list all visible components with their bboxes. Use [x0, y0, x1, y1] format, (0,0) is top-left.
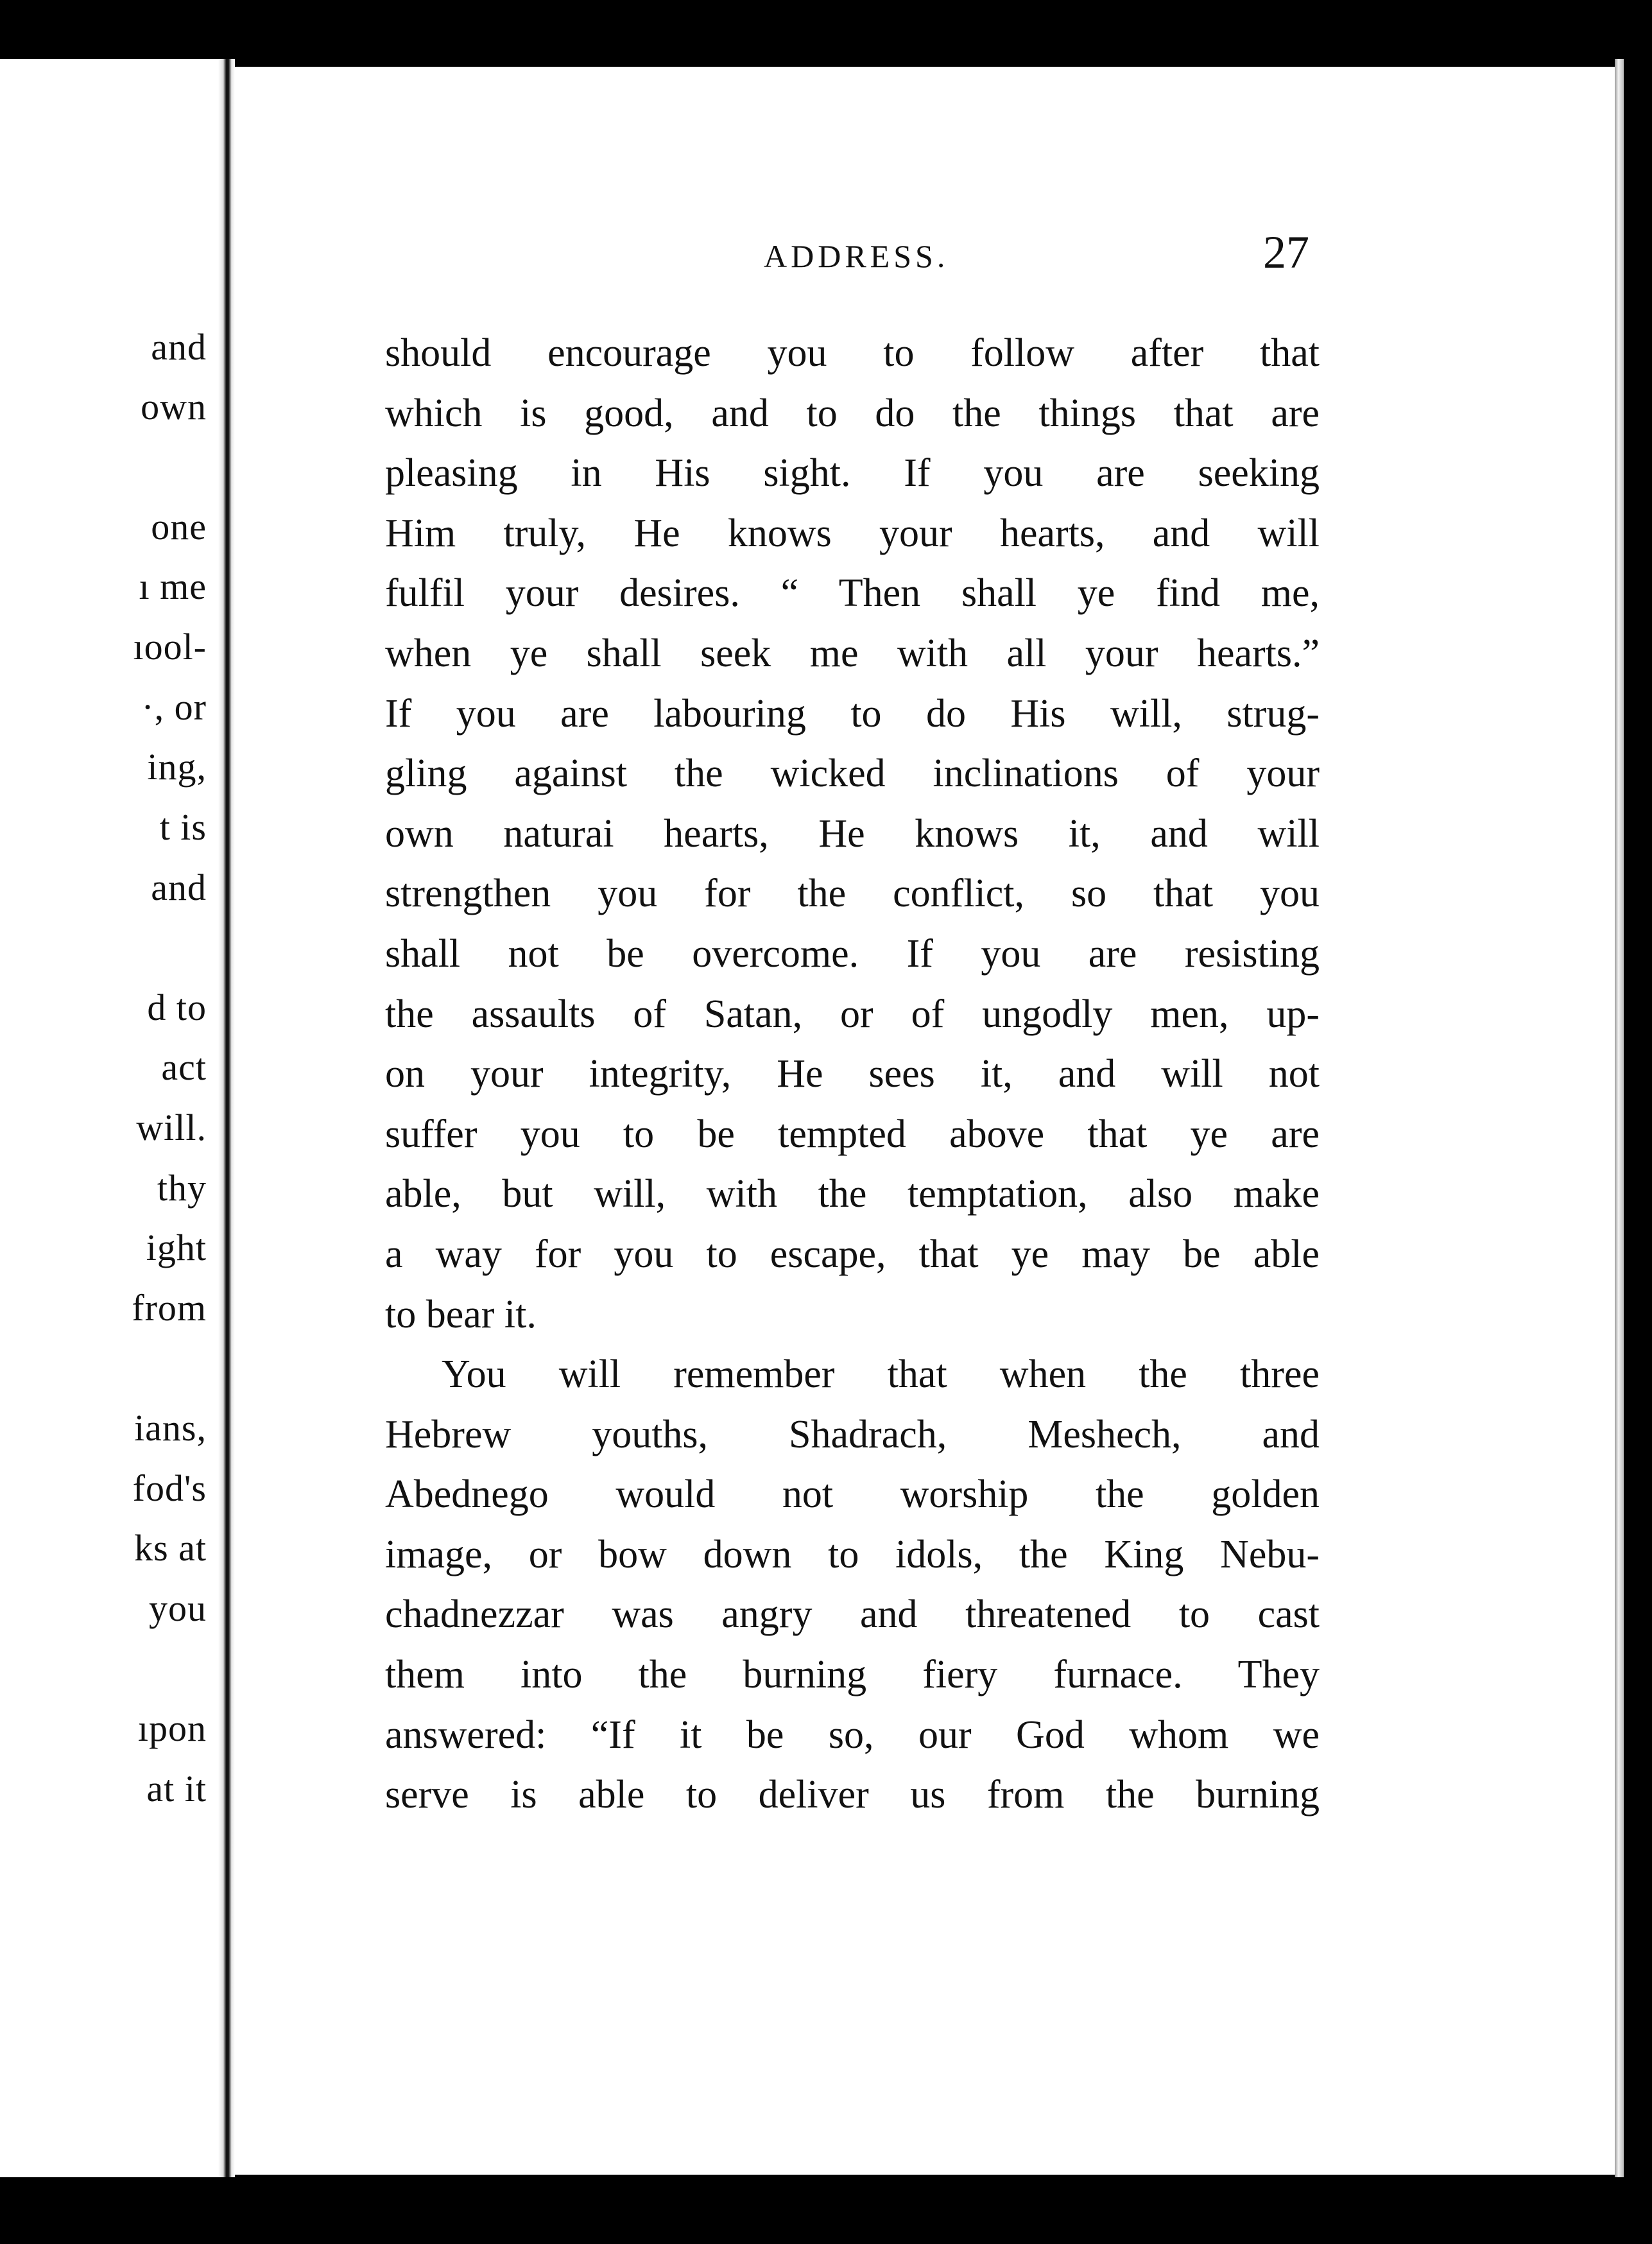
facing-page-fragment: ı me: [139, 565, 207, 607]
text-line: Hebrew youths, Shadrach, Meshech, and: [385, 1412, 1320, 1456]
facing-page-fragment: t is: [159, 806, 207, 848]
facing-page-fragment: ight: [146, 1227, 207, 1268]
text-line: chadnezzar was angry and threatened to cast: [385, 1592, 1320, 1637]
facing-page-fragment: ·, or: [141, 686, 207, 728]
page-edge: [1615, 59, 1624, 2177]
text-line: shall not be overcome. If you are resisting: [385, 931, 1320, 976]
text-line: when ye shall seek me with all your hearts.”: [385, 631, 1320, 675]
facing-page-fragment: you: [149, 1587, 207, 1629]
facing-page-fragment: d to: [147, 987, 207, 1028]
text-line: fulfil your desires. “ Then shall ye find me,: [385, 571, 1320, 616]
text-line: Abednego would not worship the golden: [385, 1472, 1320, 1517]
text-line: the assaults of Satan, or of ungodly men, up-: [385, 992, 1320, 1036]
facing-page-fragment: and: [151, 867, 207, 908]
running-head: ADDRESS.: [764, 238, 949, 274]
text-line: a way for you to escape, that ye may be able: [385, 1232, 1320, 1276]
facing-page-fragment: from: [132, 1287, 207, 1329]
text-line: able, but will, with the temptation, also make: [385, 1172, 1320, 1216]
facing-page-fragment: ing,: [147, 746, 207, 788]
text-line: pleasing in His sight. If you are seeking: [385, 451, 1320, 496]
facing-page-fragment: ıpon: [137, 1707, 207, 1749]
facing-page: [0, 59, 226, 2177]
facing-page-fragment: one: [151, 506, 207, 548]
text-line: image, or bow down to idols, the King Nebu-: [385, 1532, 1320, 1576]
facing-page-fragment: ks at: [134, 1527, 207, 1569]
facing-page-fragment: at it: [146, 1768, 207, 1809]
facing-page-fragment: act: [161, 1046, 207, 1088]
text-line: suffer you to be tempted above that ye are: [385, 1112, 1320, 1156]
facing-page-fragment: own: [141, 386, 207, 427]
text-line: If you are labouring to do His will, strug-: [385, 691, 1320, 736]
text-line: gling against the wicked inclinations of your: [385, 752, 1320, 796]
text-line: answered: “If it be so, our God whom we: [385, 1713, 1320, 1757]
text-line: should encourage you to follow after that: [385, 331, 1320, 375]
facing-page-fragment: will.: [136, 1107, 207, 1148]
facing-page-fragment: thy: [157, 1167, 207, 1209]
body-text: [385, 324, 1320, 1825]
text-line: Him truly, He knows your hearts, and will: [385, 511, 1320, 555]
text-line: serve is able to deliver us from the burning: [385, 1773, 1320, 1817]
facing-page-fragment: ıool-: [133, 626, 207, 668]
paragraph-first-line: You will remember that when the three: [442, 1352, 1320, 1397]
book-gutter: [218, 59, 235, 2177]
paragraph-last-line: to bear it.: [385, 1292, 537, 1336]
facing-page-fragment: and: [151, 326, 207, 368]
text-line: them into the burning fiery furnace. They: [385, 1653, 1320, 1697]
text-line: which is good, and to do the things that are: [385, 391, 1320, 435]
facing-page-fragment: fod's: [132, 1467, 207, 1509]
text-line: strengthen you for the conflict, so that you: [385, 872, 1320, 916]
text-line: own naturai hearts, He knows it, and will: [385, 811, 1320, 856]
text-line: on your integrity, He sees it, and will not: [385, 1052, 1320, 1096]
page-number: 27: [1263, 227, 1309, 278]
facing-page-fragment: ians,: [134, 1407, 207, 1449]
